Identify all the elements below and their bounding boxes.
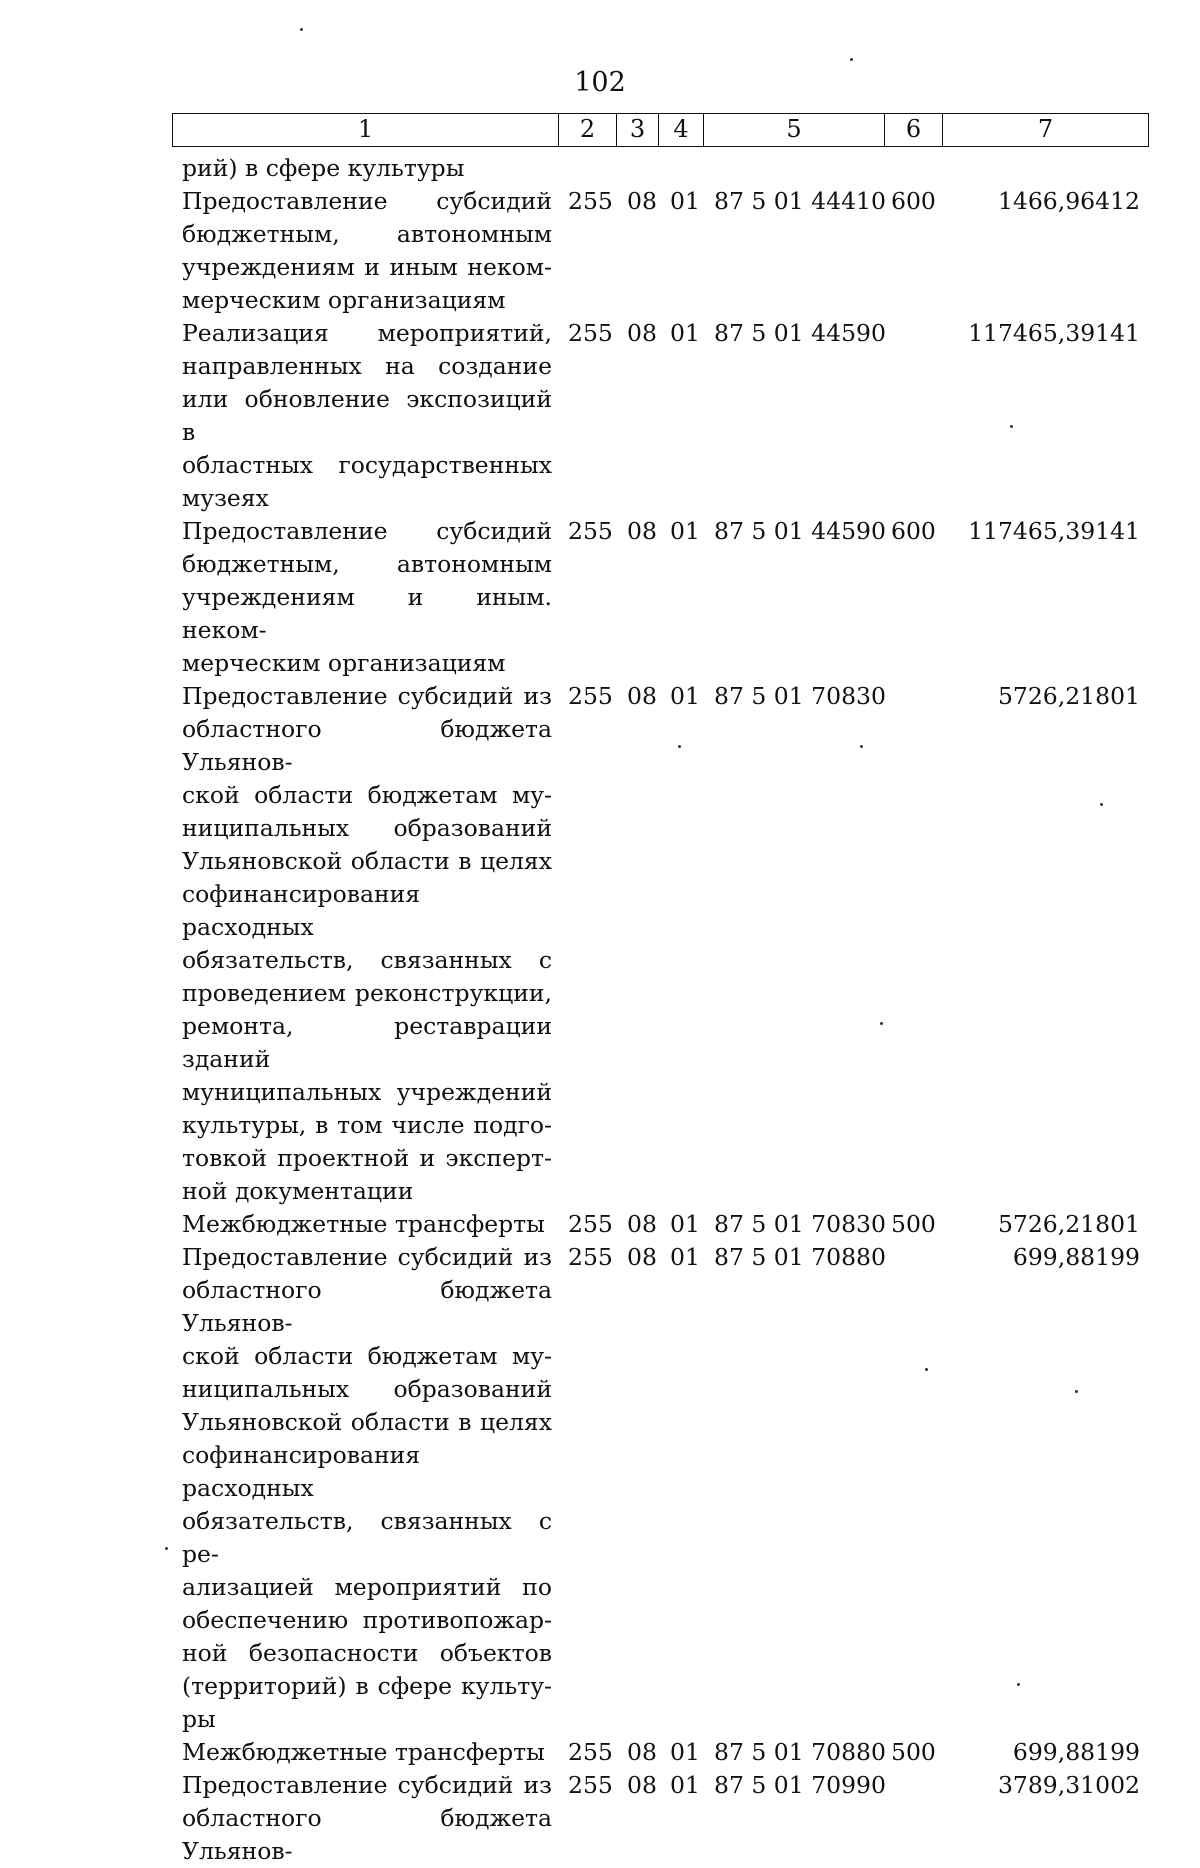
row-name-line: ниципальных образований xyxy=(182,1375,552,1403)
scan-speck xyxy=(165,1547,168,1550)
row-name-line: софинансирования расходных xyxy=(182,1441,421,1502)
row-col-3: 08 xyxy=(627,682,657,710)
row-col-2: 255 xyxy=(568,319,613,347)
row-name-line: товкой проектной и эксперт- xyxy=(182,1144,552,1172)
row-col-5: 87 5 01 70880 xyxy=(714,1243,886,1271)
header-col-3: 3 xyxy=(617,114,659,146)
row-col-3: 08 xyxy=(627,1771,657,1799)
table-row xyxy=(182,152,1142,185)
table-row xyxy=(182,185,1142,317)
row-col-5: 87 5 01 44410 xyxy=(714,187,886,215)
scan-speck xyxy=(860,745,863,748)
row-name xyxy=(182,1208,552,1241)
row-name-line: рий) в сфере культуры xyxy=(182,154,465,182)
row-col-3: 08 xyxy=(627,319,657,347)
row-name-line: Предоставление субсидий из xyxy=(182,682,552,710)
row-name xyxy=(182,515,552,680)
table-row xyxy=(182,1208,1142,1241)
row-col-2: 255 xyxy=(568,1243,613,1271)
row-col-5: 87 5 01 70830 xyxy=(714,1210,886,1238)
scan-speck xyxy=(880,1022,883,1025)
row-name-line: культуры, в том числе подго- xyxy=(182,1111,552,1139)
row-name-line: Предоставление субсидий xyxy=(182,517,552,545)
row-name-line: (территорий) в сфере культу- xyxy=(182,1672,552,1700)
table-row xyxy=(182,515,1142,680)
row-col-7: 5726,21801 xyxy=(997,682,1140,710)
row-col-4: 01 xyxy=(670,1210,700,1238)
row-col-3: 08 xyxy=(627,1210,657,1238)
row-col-7: 699,88199 xyxy=(1012,1243,1140,1271)
table-header xyxy=(172,113,1149,147)
row-name-line: ской области бюджетам му- xyxy=(182,1342,552,1370)
table-row xyxy=(182,680,1142,1208)
header-col-2: 2 xyxy=(559,114,617,146)
scan-speck xyxy=(1017,1683,1020,1686)
row-name-line: муниципальных учреждений xyxy=(182,1078,552,1106)
scan-speck xyxy=(925,1368,928,1371)
row-name-line: областных государственных xyxy=(182,451,552,479)
row-name-line: Предоставление субсидий из xyxy=(182,1243,552,1271)
row-name xyxy=(182,1769,552,1868)
row-name-line: ной документации xyxy=(182,1177,414,1205)
row-name-line: областного бюджета Ульянов- xyxy=(182,1276,552,1337)
scan-speck xyxy=(1100,803,1103,806)
row-col-5: 87 5 01 70880 xyxy=(714,1738,886,1766)
row-name xyxy=(182,185,552,317)
row-col-5: 87 5 01 44590 xyxy=(714,517,886,545)
row-name-line: мерческим организациям xyxy=(182,649,506,677)
scan-speck xyxy=(1075,1390,1078,1393)
row-col-2: 255 xyxy=(568,1738,613,1766)
row-col-7: 5726,21801 xyxy=(997,1210,1140,1238)
row-col-3: 08 xyxy=(627,517,657,545)
row-col-3: 08 xyxy=(627,1738,657,1766)
row-col-2: 255 xyxy=(568,187,613,215)
table-row xyxy=(182,1736,1142,1769)
row-name-line: Ульяновской области в целях xyxy=(182,847,552,875)
row-name-line: ализацией мероприятий по xyxy=(182,1573,552,1601)
header-col-5: 5 xyxy=(704,114,885,146)
row-col-4: 01 xyxy=(670,1243,700,1271)
row-name-line: проведением реконструкции, xyxy=(182,979,552,1007)
table-row xyxy=(182,317,1142,515)
row-name xyxy=(182,1241,552,1736)
row-name-line: музеях xyxy=(182,484,269,512)
row-name-line: учреждениям и иным. неком- xyxy=(182,583,552,644)
row-name-line: софинансирования расходных xyxy=(182,880,421,941)
row-name-line: областного бюджета Ульянов- xyxy=(182,1804,552,1865)
scan-speck xyxy=(300,28,303,31)
row-col-4: 01 xyxy=(670,682,700,710)
row-col-6: 500 xyxy=(891,1210,936,1238)
header-col-6: 6 xyxy=(885,114,943,146)
row-col-4: 01 xyxy=(670,1738,700,1766)
row-col-3: 08 xyxy=(627,187,657,215)
row-name xyxy=(182,680,552,1208)
row-name xyxy=(182,317,552,515)
row-col-4: 01 xyxy=(670,319,700,347)
row-col-7: 1466,96412 xyxy=(997,187,1140,215)
header-col-7: 7 xyxy=(1037,115,1054,143)
row-col-5: 87 5 01 70830 xyxy=(714,682,886,710)
row-name-line: Межбюджетные трансферты xyxy=(182,1210,545,1238)
row-name-line: Предоставление субсидий из xyxy=(182,1771,552,1799)
row-name-line: ры xyxy=(182,1705,216,1733)
row-col-6: 600 xyxy=(891,517,936,545)
row-name-line: мерческим организациям xyxy=(182,286,506,314)
row-name-line: ской области бюджетам му- xyxy=(182,781,552,809)
row-name-line: обеспечению противопожар- xyxy=(182,1606,552,1634)
row-col-2: 255 xyxy=(568,1771,613,1799)
row-name-line: Предоставление субсидий xyxy=(182,187,552,215)
row-name xyxy=(182,152,552,185)
row-col-3: 08 xyxy=(627,1243,657,1271)
row-name-line: Реализация мероприятий, xyxy=(182,319,552,347)
row-col-5: 87 5 01 44590 xyxy=(714,319,886,347)
row-col-2: 255 xyxy=(568,517,613,545)
row-col-4: 01 xyxy=(670,187,700,215)
row-name-line: учреждениям и иным неком- xyxy=(182,253,552,281)
page-number: 102 xyxy=(574,67,626,98)
table-body xyxy=(182,152,1142,1868)
row-name-line: Межбюджетные трансферты xyxy=(182,1738,545,1766)
scan-speck xyxy=(850,58,853,61)
row-col-7: 117465,39141 xyxy=(968,319,1140,347)
row-col-4: 01 xyxy=(670,517,700,545)
header-col-4: 4 xyxy=(659,114,704,146)
row-name-line: Ульяновской области в целях xyxy=(182,1408,552,1436)
row-col-7: 3789,31002 xyxy=(997,1771,1140,1799)
row-name-line: направленных на создание xyxy=(182,352,552,380)
row-col-2: 255 xyxy=(568,1210,613,1238)
scan-speck xyxy=(1010,425,1013,428)
row-col-7: 699,88199 xyxy=(1012,1738,1140,1766)
row-col-4: 01 xyxy=(670,1771,700,1799)
table-row xyxy=(182,1769,1142,1868)
row-col-7: 117465,39141 xyxy=(968,517,1140,545)
row-col-5: 87 5 01 70990 xyxy=(714,1771,886,1799)
row-name-line: или обновление экспозиций в xyxy=(182,385,552,446)
row-name-line: бюджетным, автономным xyxy=(182,220,552,248)
row-name xyxy=(182,1736,552,1769)
row-name-line: ниципальных образований xyxy=(182,814,552,842)
header-col-1: 1 xyxy=(173,114,559,146)
row-name-line: областного бюджета Ульянов- xyxy=(182,715,552,776)
table-row xyxy=(182,1241,1142,1736)
scan-speck xyxy=(678,745,681,748)
row-name-line: бюджетным, автономным xyxy=(182,550,552,578)
row-name-line: ной безопасности объектов xyxy=(182,1639,552,1667)
row-col-6: 500 xyxy=(891,1738,936,1766)
row-name-line: обязательств, связанных с xyxy=(182,946,552,974)
row-name-line: ремонта, реставрации зданий xyxy=(182,1012,552,1073)
row-col-2: 255 xyxy=(568,682,613,710)
row-col-6: 600 xyxy=(891,187,936,215)
row-name-line: обязательств, связанных с ре- xyxy=(182,1507,552,1568)
